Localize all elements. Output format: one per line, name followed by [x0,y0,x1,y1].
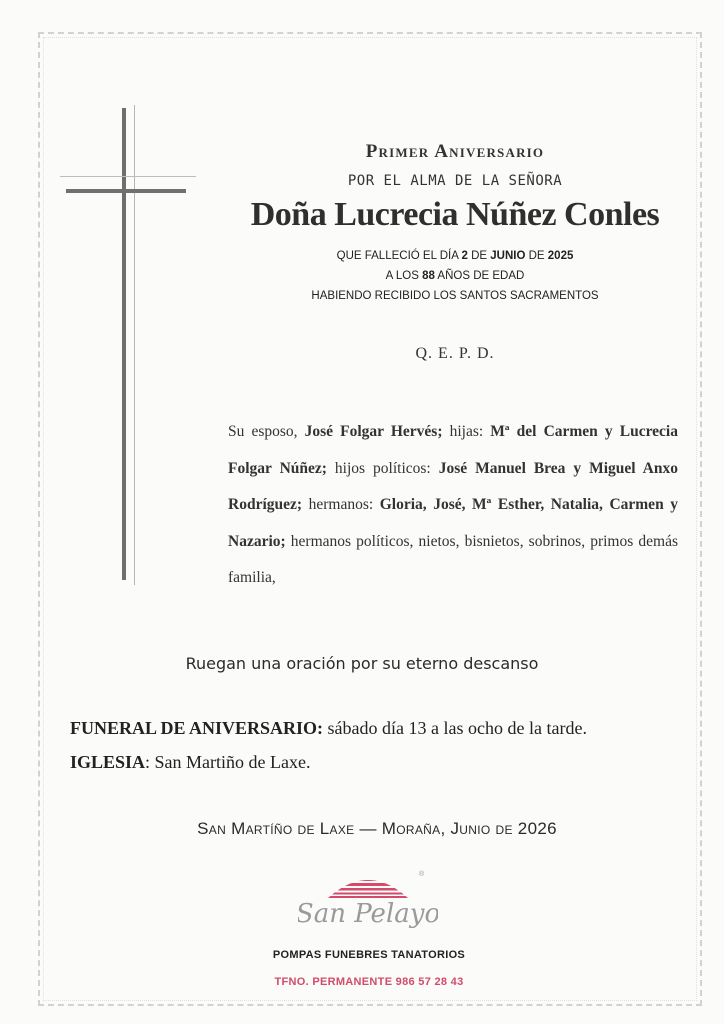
sacraments-line: HABIENDO RECIBIDO LOS SANTOS SACRAMENTOS [311,290,599,302]
san-pelayo-logo [298,866,438,946]
company-name: POMPAS FUNEBRES TANATORIOS [272,949,466,961]
death-date: QUE FALLECIÓ EL DÍA 2 DE JUNIO DE 2025 [336,250,574,262]
prayer-request: Ruegan una oración por su eterno descanso [185,654,539,673]
heading-subtitle: POR EL ALMA DE LA SEÑORA [347,173,563,189]
qepd: Q. E. P. D. [415,345,495,362]
family-paragraph: Su esposo, José Folgar Hervés; hijas: Mª del Carmen y Lucrecia Folgar Núñez; hijos políticos: José Manuel Brea y Miguel Anxo Rodríguez; hermanos: Gloria, José, Mª Esther, Natalia, Carmen y Nazario; hermanos políticos, nietos, bisnietos, sobrinos, primos demás familia, [228,423,678,586]
deceased-name: Doña Lucrecia Núñez Conles [250,196,660,233]
svg-text:®: ® [419,871,425,878]
phone-number: TFNO. PERMANENTE 986 57 28 43 [274,976,464,988]
church-line: IGLESIA: San Martiño de Laxe. [70,752,311,772]
heading-title: Primer Aniversario [365,141,545,162]
funeral-line: FUNERAL DE ANIVERSARIO: sábado día 13 a las ocho de la tarde. [70,718,587,738]
age-line: A LOS 88 AÑOS DE EDAD [385,270,525,282]
place-date: San Martíño de Laxe — Moraña, Junio de 2026 [197,819,557,838]
logo-text: San Pelayo [298,899,438,929]
